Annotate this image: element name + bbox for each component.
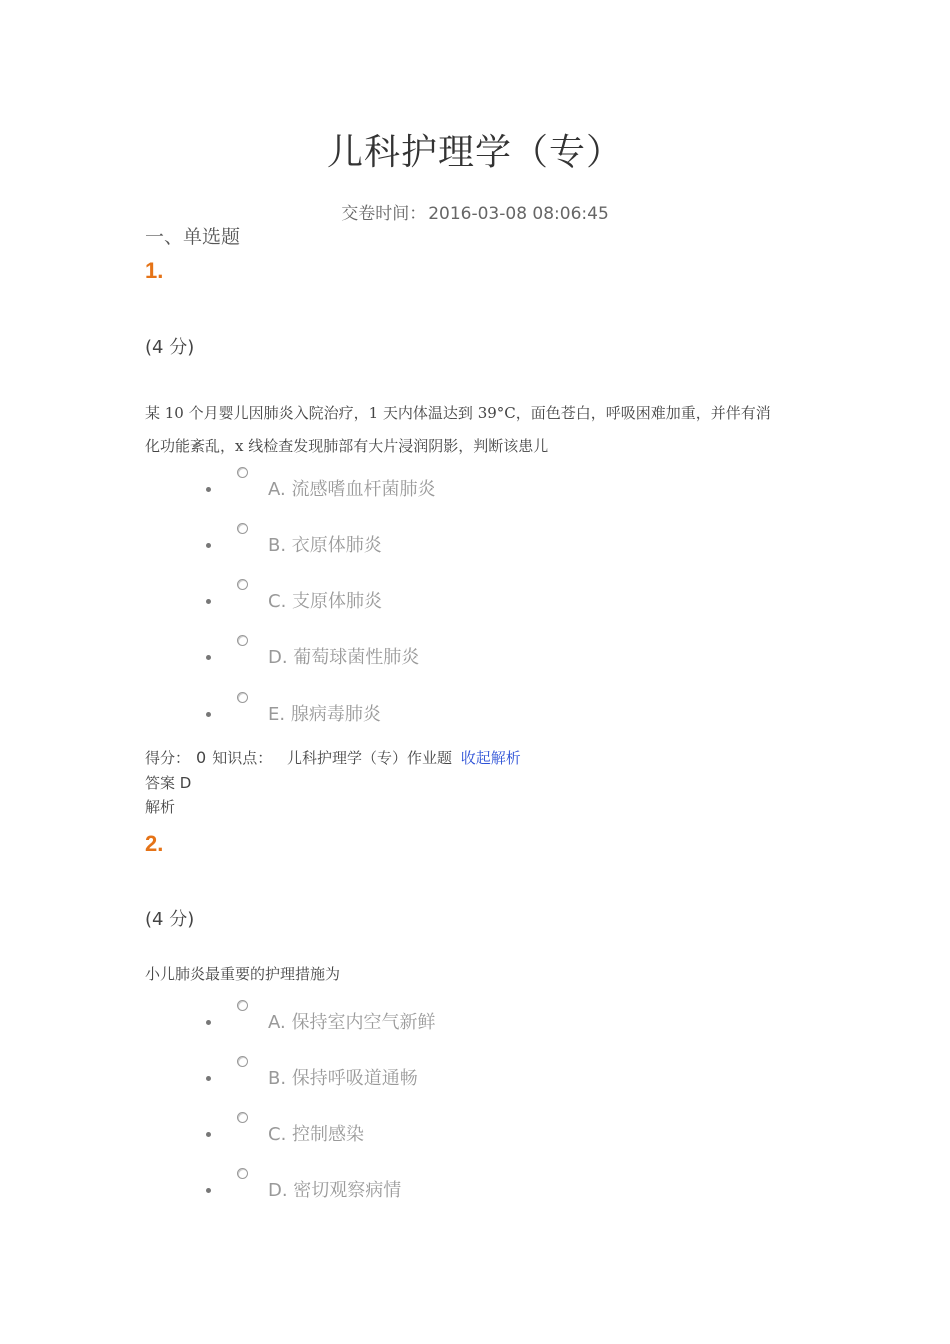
question-1-number: 1. xyxy=(145,258,164,283)
option-label: D. 葡萄球菌性肺炎 xyxy=(268,647,420,668)
radio-button[interactable] xyxy=(237,692,248,703)
question-2-option-d[interactable] xyxy=(200,1168,600,1208)
bullet xyxy=(206,1076,211,1081)
question-2-number: 2. xyxy=(145,831,164,856)
question-1-result xyxy=(145,747,521,768)
option-label: E. 腺病毒肺炎 xyxy=(268,704,381,725)
question-1-option-b[interactable] xyxy=(200,523,600,563)
question-2-stem xyxy=(145,958,815,991)
bullet xyxy=(206,543,211,548)
question-1-answer: 答案 D xyxy=(145,774,192,792)
submit-time-value: 2016-03-08 08:06:45 xyxy=(428,204,609,224)
radio-button[interactable] xyxy=(237,1112,248,1123)
radio-button[interactable] xyxy=(237,635,248,646)
radio-button[interactable] xyxy=(237,1056,248,1067)
question-1-option-a[interactable] xyxy=(200,467,600,507)
score-label: 得分： xyxy=(145,749,191,767)
bullet xyxy=(206,712,211,717)
submit-time-label: 交卷时间： xyxy=(341,204,427,224)
radio-button[interactable] xyxy=(237,523,248,534)
question-1-stem xyxy=(145,397,815,463)
bullet xyxy=(206,599,211,604)
submit-time xyxy=(0,199,950,224)
page-title: 儿科护理学（专） xyxy=(326,132,623,173)
bullet xyxy=(206,1132,211,1137)
question-1-score: (4 分) xyxy=(145,337,195,358)
radio-button[interactable] xyxy=(237,1168,248,1179)
knowledge-label: 知识点： xyxy=(212,749,273,767)
question-2-score: (4 分) xyxy=(145,909,195,930)
question-2-option-b[interactable] xyxy=(200,1056,600,1096)
option-label: D. 密切观察病情 xyxy=(268,1180,402,1201)
bullet xyxy=(206,655,211,660)
option-label: A. 流感嗜血杆菌肺炎 xyxy=(268,479,436,500)
question-1-stem-line2: 化功能紊乱，x 线检查发现肺部有大片浸润阴影，判断该患儿 xyxy=(145,437,549,455)
question-1-stem-line1: 某 10 个月婴儿因肺炎入院治疗，1 天内体温达到 39°C，面色苍白，呼吸困难加重，并伴有消 xyxy=(145,404,771,422)
radio-button[interactable] xyxy=(237,1000,248,1011)
option-label: B. 保持呼吸道通畅 xyxy=(268,1068,418,1089)
question-2-option-a[interactable] xyxy=(200,1000,600,1040)
question-2-option-c[interactable] xyxy=(200,1112,600,1152)
question-1-option-e[interactable] xyxy=(200,692,600,732)
question-1-option-d[interactable] xyxy=(200,635,600,675)
option-label: C. 控制感染 xyxy=(268,1124,365,1145)
question-1-analysis: 解析 xyxy=(145,798,176,816)
option-label: C. 支原体肺炎 xyxy=(268,591,383,612)
score-value: 0 xyxy=(196,748,207,767)
question-2-stem-line1: 小儿肺炎最重要的护理措施为 xyxy=(145,965,341,983)
radio-button[interactable] xyxy=(237,467,248,478)
radio-button[interactable] xyxy=(237,579,248,590)
question-1-option-c[interactable] xyxy=(200,579,600,619)
section-title: 一、单选题 xyxy=(145,226,241,248)
knowledge-value: 儿科护理学（专）作业题 xyxy=(287,749,453,767)
collapse-analysis-link[interactable]: 收起解析 xyxy=(460,749,521,767)
option-label: B. 衣原体肺炎 xyxy=(268,535,382,556)
bullet xyxy=(206,1020,211,1025)
option-label: A. 保持室内空气新鲜 xyxy=(268,1012,436,1033)
bullet xyxy=(206,487,211,492)
bullet xyxy=(206,1188,211,1193)
